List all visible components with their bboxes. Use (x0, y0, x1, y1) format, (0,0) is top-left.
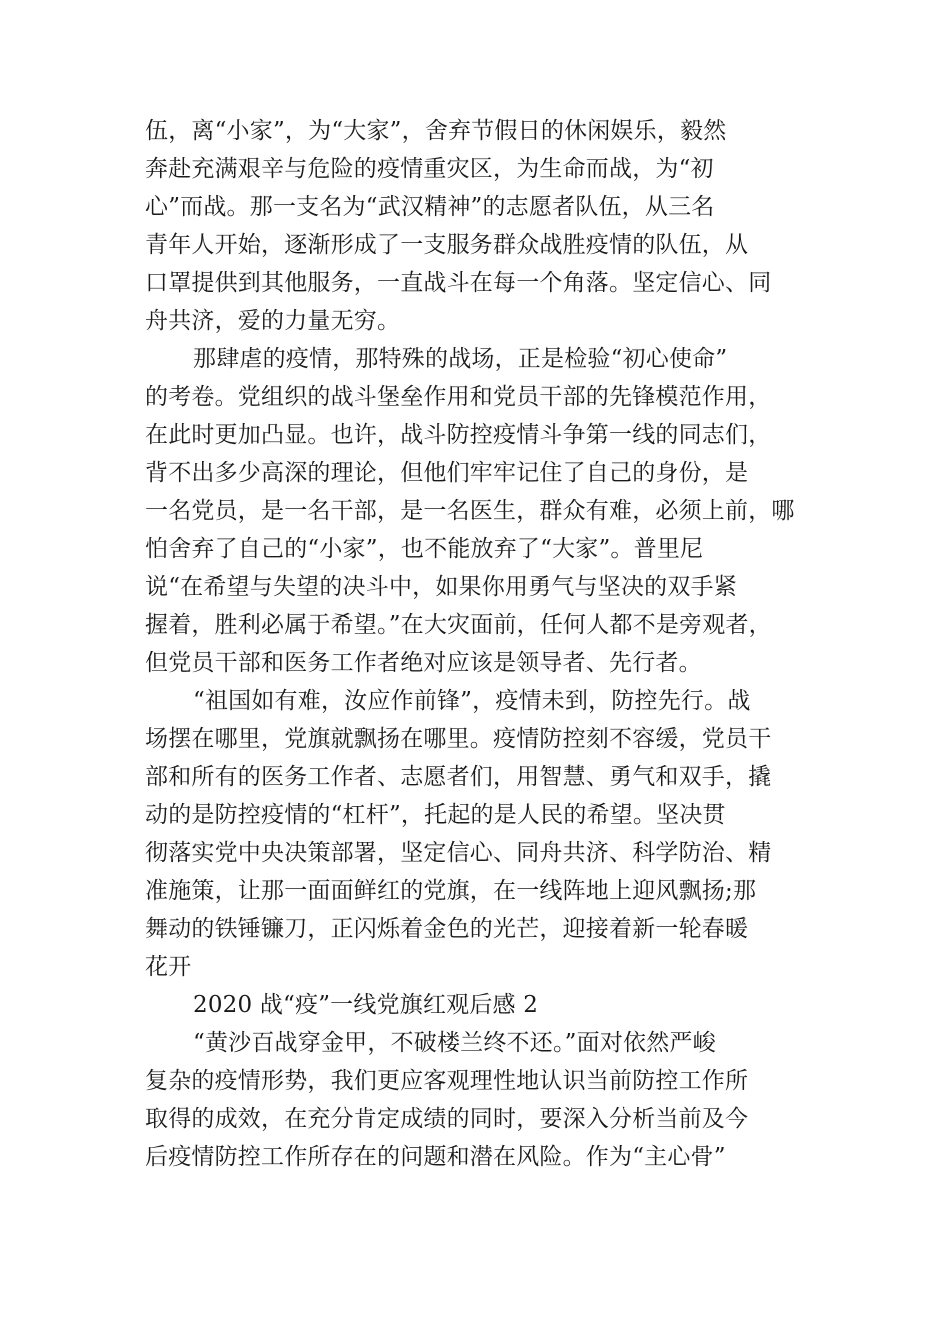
text-line: 伍，离“小家”，为“大家”，舍弃节假日的休闲娱乐，毅然 (145, 118, 727, 144)
text-line: 心”而战。那一支名为“武汉精神”的志愿者队伍，从三名 (145, 194, 715, 220)
text-line: 后疫情防控工作所存在的问题和潜在风险。作为“主心骨” (145, 1144, 726, 1170)
text-line: 奔赴充满艰辛与危险的疫情重灾区，为生命而战，为“初 (145, 156, 714, 182)
text-line: 舞动的铁锤镰刀，正闪烁着金色的光芒，迎接着新一轮春暖 (145, 916, 749, 942)
text-line: 复杂的疫情形势，我们更应客观理性地认识当前防控工作所 (145, 1068, 749, 1094)
text-line: “黄沙百战穿金甲，不破楼兰终不还。”面对依然严峻 (193, 1030, 716, 1056)
text-line: 部和所有的医务工作者、志愿者们，用智慧、勇气和双手，撬 (145, 764, 772, 790)
text-line: 说“在希望与失望的决斗中，如果你用勇气与坚决的双手紧 (145, 574, 737, 600)
text-line: 的考卷。党组织的战斗堡垒作用和党员干部的先锋模范作用， (145, 384, 772, 410)
text-line: 2020 战“疫”一线党旗红观后感 2 (193, 992, 539, 1018)
text-line: 准施策，让那一面面鲜红的党旗，在一线阵地上迎风飘扬;那 (145, 878, 757, 904)
text-line: 在此时更加凸显。也许，战斗防控疫情斗争第一线的同志们， (145, 422, 772, 448)
text-line: 取得的成效，在充分肯定成绩的同时，要深入分析当前及今 (145, 1106, 749, 1132)
text-line: 握着，胜利必属于希望。”在大灾面前，任何人都不是旁观者， (145, 612, 772, 638)
text-line: 那肆虐的疫情，那特殊的战场，正是检验“初心使命” (193, 346, 728, 372)
text-line: 场摆在哪里，党旗就飘扬在哪里。疫情防控刻不容缓，党员干 (145, 726, 772, 752)
text-line: 一名党员，是一名干部，是一名医生，群众有难，必须上前，哪 (145, 498, 795, 524)
text-line: 花开 (145, 954, 192, 980)
document-body (145, 112, 810, 1176)
text-line: “祖国如有难，汝应作前锋”，疫情未到，防控先行。战 (193, 688, 751, 714)
text-line: 怕舍弃了自己的“小家”，也不能放弃了“大家”。普里尼 (145, 536, 704, 562)
text-line: 口罩提供到其他服务，一直战斗在每一个角落。坚定信心、同 (145, 270, 772, 296)
text-line: 背不出多少高深的理论，但他们牢牢记住了自己的身份，是 (145, 460, 749, 486)
text-line: 动的是防控疫情的“杠杆”，托起的是人民的希望。坚决贯 (145, 802, 726, 828)
text-line: 舟共济，爱的力量无穷。 (145, 308, 401, 334)
text-line: 青年人开始，逐渐形成了一支服务群众战胜疫情的队伍，从 (145, 232, 749, 258)
text-line: 但党员干部和医务工作者绝对应该是领导者、先行者。 (145, 650, 702, 676)
text-line: 彻落实党中央决策部署，坚定信心、同舟共济、科学防治、精 (145, 840, 772, 866)
